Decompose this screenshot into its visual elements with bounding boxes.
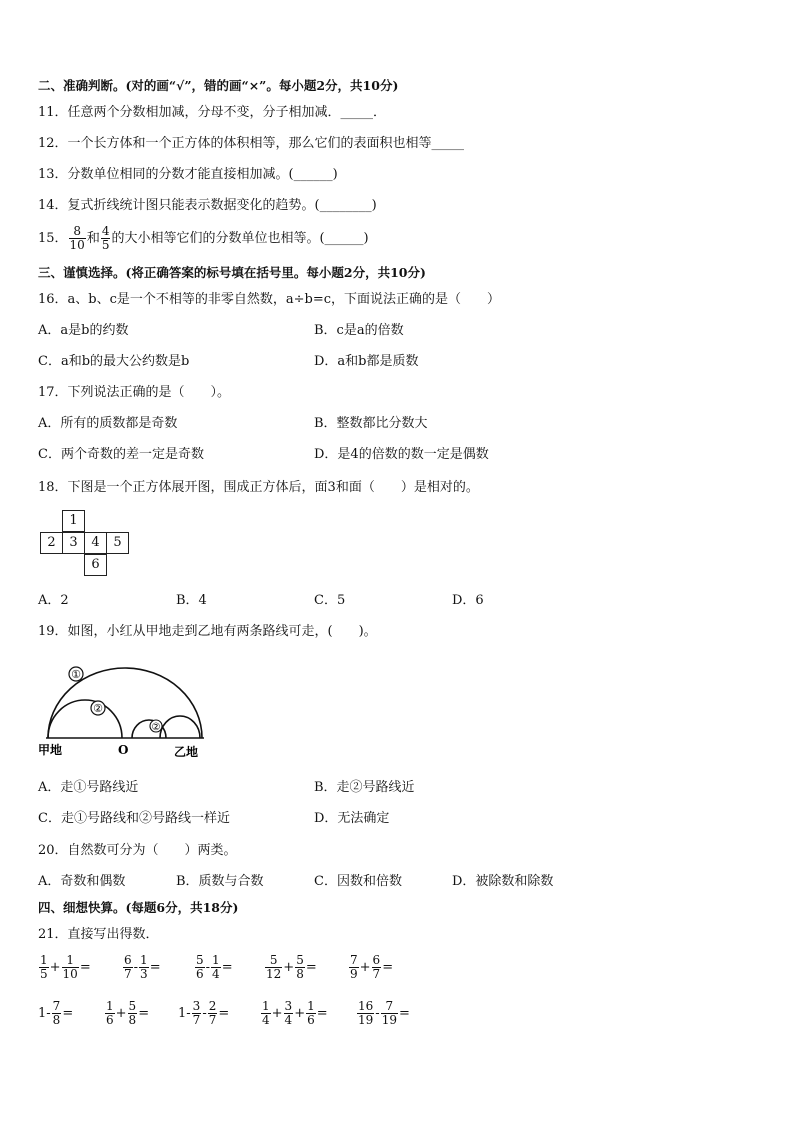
cube-net-figure bbox=[40, 510, 132, 578]
fraction bbox=[349, 954, 359, 981]
expression: 1- $\frac{3}{7}$ - $\frac{2}{7}$ = bbox=[178, 999, 230, 1027]
fraction bbox=[357, 1000, 374, 1027]
expression: $\frac{1}{4}$ + $\frac{3}{4}$ + $\frac{1}{6}$ = bbox=[262, 999, 328, 1027]
q19-option-a[interactable]: A．走①号路线近 bbox=[38, 780, 139, 795]
q18-option-a[interactable]: A．2 bbox=[38, 593, 69, 608]
fraction bbox=[52, 1000, 62, 1027]
numerator: 1 bbox=[262, 999, 270, 1013]
denominator: 4 bbox=[212, 967, 220, 981]
q15-mid: 和 bbox=[86, 231, 100, 246]
cube-face: 5 bbox=[106, 532, 129, 554]
fraction bbox=[62, 954, 79, 981]
numerator: 1 bbox=[212, 953, 220, 967]
fraction bbox=[265, 954, 282, 981]
fraction bbox=[128, 1000, 138, 1027]
fraction bbox=[208, 1000, 218, 1027]
numerator: 5 bbox=[128, 999, 137, 1013]
q18-option-d[interactable]: D．6 bbox=[452, 593, 484, 608]
denominator: 8 bbox=[52, 1013, 61, 1027]
end-label: 乙地 bbox=[174, 745, 199, 759]
question-20: 20．自然数可分为（ ）两类。 bbox=[38, 843, 237, 858]
cube-face: 3 bbox=[62, 532, 85, 554]
question-16: 16．a、b、c是一个不相等的非零自然数，a÷b=c，下面说法正确的是（ ） bbox=[38, 292, 501, 307]
q15-suffix: 的大小相等它们的分数单位也相等。(______) bbox=[111, 231, 369, 246]
denominator: 19 bbox=[381, 1013, 397, 1027]
q19-option-c[interactable]: C．走①号路线和②号路线一样近 bbox=[38, 811, 230, 826]
fraction bbox=[195, 954, 205, 981]
numerator: 1 bbox=[62, 954, 79, 968]
numerator: 4 bbox=[101, 224, 110, 238]
expression: 1- $\frac{7}{8}$ = bbox=[38, 999, 74, 1027]
q19-option-d[interactable]: D．无法确定 bbox=[314, 811, 390, 826]
question-14: 14．复式折线统计图只能表示数据变化的趋势。(________) bbox=[38, 198, 377, 213]
numerator: 8 bbox=[69, 225, 86, 239]
denominator: 7 bbox=[372, 967, 381, 981]
section2-title: 二、准确判断。(对的画“√”，错的画“×”。每小题2分，共10分) bbox=[38, 78, 399, 93]
denominator: 5 bbox=[40, 967, 48, 981]
fraction bbox=[192, 1000, 202, 1027]
route-2-large-arc bbox=[48, 700, 122, 738]
numerator: 6 bbox=[124, 953, 132, 967]
q18-option-c[interactable]: C．5 bbox=[314, 593, 346, 608]
numerator: 16 bbox=[358, 999, 374, 1013]
expression: $\frac{5}{6}$ - $\frac{1}{4}$ = bbox=[196, 953, 233, 981]
numerator: 3 bbox=[192, 999, 201, 1013]
expression: $\frac{1}{6}$ + $\frac{5}{8}$ = bbox=[106, 999, 150, 1027]
q15-prefix: 15． bbox=[38, 231, 68, 246]
question-21: 21．直接写出得数． bbox=[38, 927, 159, 942]
denominator: 19 bbox=[358, 1013, 374, 1027]
numerator: 2 bbox=[208, 999, 217, 1013]
numerator: 7 bbox=[381, 1000, 398, 1014]
q16-option-c[interactable]: C．a和b的最大公约数是b bbox=[38, 354, 190, 369]
question-13: 13．分数单位相同的分数才能直接相加减。(______) bbox=[38, 167, 338, 182]
fraction bbox=[372, 954, 382, 981]
question-19: 19．如图，小红从甲地走到乙地有两条路线可走，( )。 bbox=[38, 624, 377, 639]
numerator: 1 bbox=[40, 953, 48, 967]
q20-option-b[interactable]: B．质数与合数 bbox=[176, 874, 264, 889]
expression: $\frac{16}{19}$ - $\frac{7}{19}$ = bbox=[358, 999, 410, 1027]
start-label: 甲地 bbox=[38, 743, 63, 757]
denominator: 7 bbox=[124, 967, 132, 981]
fraction bbox=[101, 225, 111, 252]
question-12: 12．一个长方体和一个正方体的体积相等，那么它们的表面积也相等_____ bbox=[38, 136, 465, 151]
q17-option-b[interactable]: B．整数都比分数大 bbox=[314, 416, 428, 431]
denominator: 12 bbox=[266, 967, 282, 981]
fraction bbox=[295, 954, 305, 981]
numerator: 5 bbox=[265, 954, 282, 968]
denominator: 4 bbox=[284, 1013, 293, 1027]
denominator: 6 bbox=[106, 1013, 114, 1027]
numerator: 6 bbox=[372, 953, 381, 967]
expression: $\frac{1}{5}$ + $\frac{1}{10}$ = bbox=[40, 953, 91, 981]
numerator: 7 bbox=[350, 953, 358, 967]
q17-option-a[interactable]: A．所有的质数都是奇数 bbox=[38, 416, 178, 431]
q20-option-c[interactable]: C．因数和倍数 bbox=[314, 874, 402, 889]
denominator: 4 bbox=[262, 1013, 270, 1027]
cube-face: 1 bbox=[62, 510, 85, 532]
denominator: 7 bbox=[208, 1013, 217, 1027]
numerator: 1 bbox=[307, 999, 315, 1013]
cube-face: 6 bbox=[84, 554, 107, 576]
denominator: 10 bbox=[62, 967, 78, 981]
denominator: 6 bbox=[196, 967, 204, 981]
fraction bbox=[261, 1000, 271, 1027]
q17-option-d[interactable]: D．是4的倍数的数一定是偶数 bbox=[314, 447, 489, 462]
route-figure bbox=[34, 662, 214, 762]
route-2-label: ② bbox=[93, 702, 103, 715]
q20-option-d[interactable]: D．被除数和除数 bbox=[452, 874, 554, 889]
numerator: 7 bbox=[52, 999, 61, 1013]
denominator: 8 bbox=[128, 1013, 137, 1027]
q16-option-a[interactable]: A．a是b的约数 bbox=[38, 323, 129, 338]
q17-option-c[interactable]: C．两个奇数的差一定是奇数 bbox=[38, 447, 204, 462]
denominator: 10 bbox=[69, 238, 85, 252]
q16-option-d[interactable]: D．a和b都是质数 bbox=[314, 354, 419, 369]
q18-option-b[interactable]: B．4 bbox=[176, 593, 207, 608]
fraction bbox=[306, 1000, 316, 1027]
center-label: O bbox=[118, 743, 129, 757]
route-1-label: ① bbox=[71, 668, 81, 681]
section4-title: 四、细想快算。(每题6分，共18分) bbox=[38, 900, 239, 915]
route-2-small-label: ② bbox=[151, 722, 161, 733]
numerator: 3 bbox=[284, 999, 293, 1013]
denominator: 3 bbox=[140, 967, 148, 981]
q20-option-a[interactable]: A．奇数和偶数 bbox=[38, 874, 126, 889]
question-11: 11．任意两个分数相加减，分母不变，分子相加减．_____． bbox=[38, 105, 387, 120]
numerator: 1 bbox=[140, 953, 148, 967]
fraction bbox=[284, 1000, 294, 1027]
numerator: 5 bbox=[296, 953, 304, 967]
expression: $\frac{5}{12}$ + $\frac{5}{8}$ = bbox=[266, 953, 317, 981]
q16-option-b[interactable]: B．c是a的倍数 bbox=[314, 323, 404, 338]
question-17: 17．下列说法正确的是（ ）。 bbox=[38, 385, 231, 400]
section3-title: 三、谨慎选择。(将正确答案的标号填在括号里。每小题2分，共10分) bbox=[38, 265, 426, 280]
fraction bbox=[139, 954, 149, 981]
fraction bbox=[211, 954, 221, 981]
numerator: 1 bbox=[106, 999, 114, 1013]
fraction bbox=[39, 954, 49, 981]
fraction bbox=[69, 225, 86, 252]
denominator: 9 bbox=[350, 967, 358, 981]
fraction bbox=[381, 1000, 398, 1027]
denominator: 7 bbox=[192, 1013, 201, 1027]
cube-face: 4 bbox=[84, 532, 107, 554]
fraction bbox=[105, 1000, 115, 1027]
q19-option-b[interactable]: B．走②号路线近 bbox=[314, 780, 415, 795]
fraction bbox=[123, 954, 133, 981]
cube-face: 2 bbox=[40, 532, 63, 554]
denominator: 5 bbox=[101, 238, 110, 252]
expression: $\frac{6}{7}$ - $\frac{1}{3}$ = bbox=[124, 953, 161, 981]
denominator: 8 bbox=[296, 967, 304, 981]
denominator: 6 bbox=[307, 1013, 315, 1027]
expression: $\frac{7}{9}$ + $\frac{6}{7}$ = bbox=[350, 953, 394, 981]
question-18: 18．下图是一个正方体展开图，围成正方体后，面3和面（ ）是相对的。 bbox=[38, 480, 479, 495]
question-15 bbox=[38, 224, 369, 254]
numerator: 5 bbox=[196, 953, 204, 967]
